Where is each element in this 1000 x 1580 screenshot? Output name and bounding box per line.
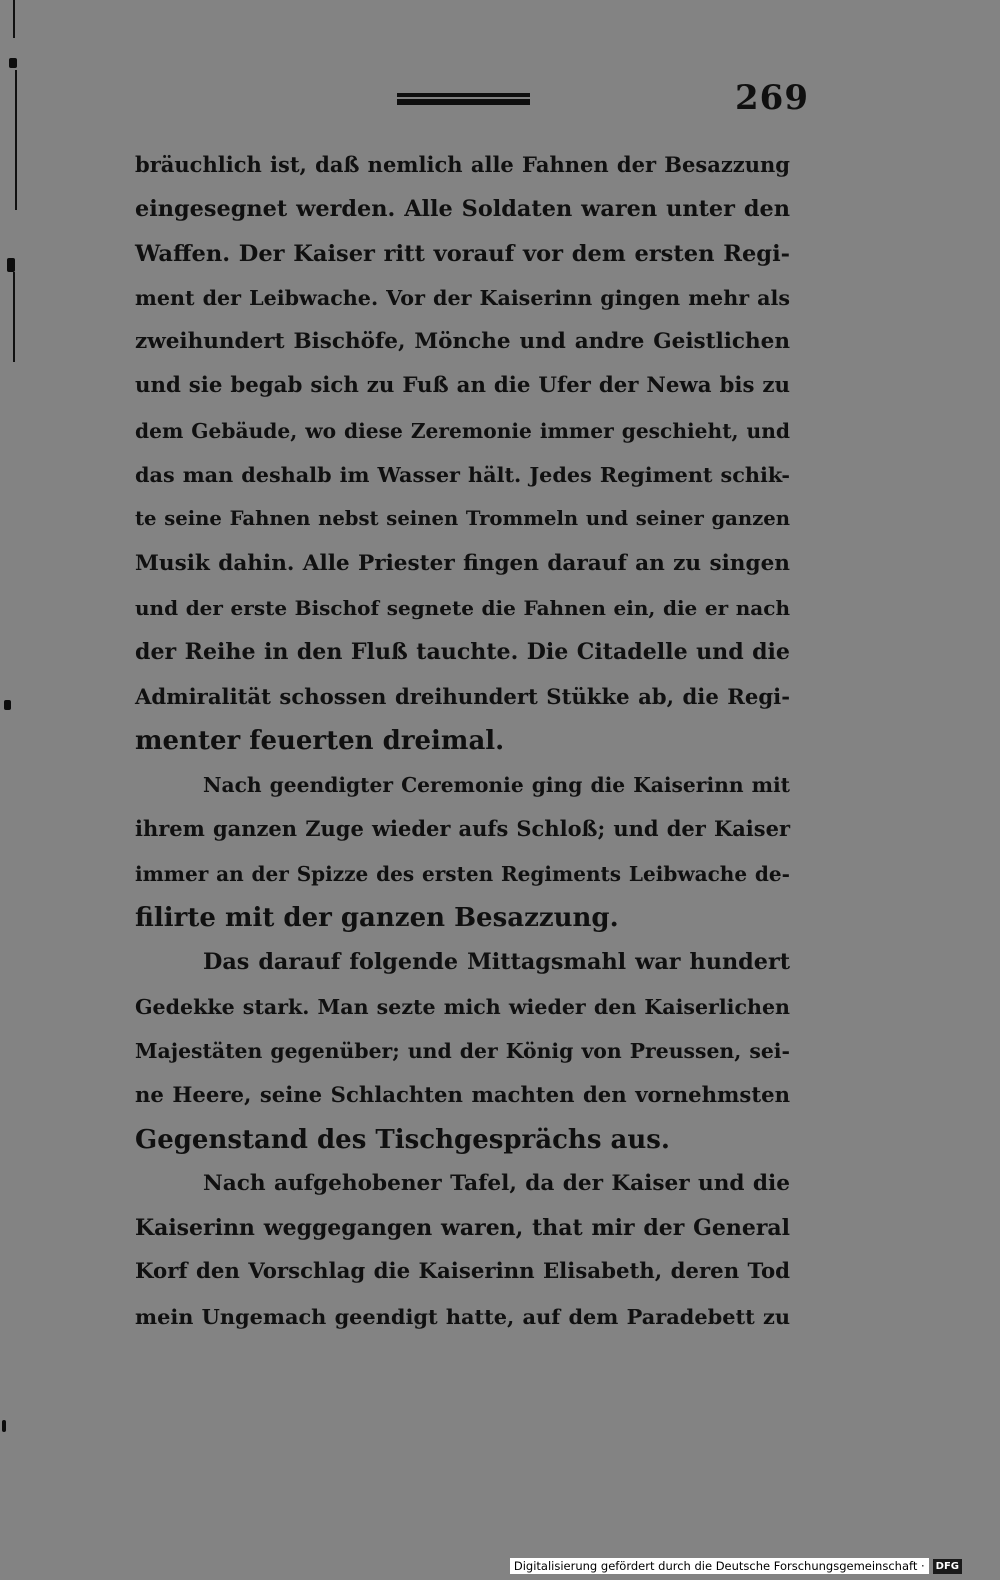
text-line: das man deshalb im Wasser hält. Jedes Regiment schik- bbox=[135, 463, 790, 488]
text-line: eingesegnet werden. Alle Soldaten waren unter den bbox=[135, 196, 790, 223]
text-line: te seine Fahnen nebst seinen Trommeln und seiner ganzen bbox=[135, 507, 790, 531]
text-line: dem Gebäude, wo diese Zeremonie immer geschieht, und bbox=[135, 418, 790, 443]
text-line: ihrem ganzen Zuge wieder aufs Schloß; und der Kaiser bbox=[135, 816, 790, 842]
dfg-logo-icon: DFG bbox=[933, 1559, 962, 1574]
text-line: Das darauf folgende Mittagsmahl war hundert bbox=[203, 949, 790, 976]
text-line: Nach geendigter Ceremonie ging die Kaiserinn mit bbox=[203, 773, 790, 798]
text-line: Gegenstand des Tischgesprächs aus. bbox=[135, 1124, 670, 1155]
text-line: der Reihe in den Fluß tauchte. Die Citadelle und die bbox=[135, 639, 790, 666]
paragraph bbox=[135, 763, 790, 940]
scan-edge-mark bbox=[7, 258, 15, 272]
scan-edge-line bbox=[13, 0, 15, 38]
text-line: Gedekke stark. Man sezte mich wieder den Kaiserlichen bbox=[135, 994, 790, 1019]
paragraph bbox=[135, 940, 790, 1161]
text-line: Majestäten gegenüber; und der König von Preussen, sei- bbox=[135, 1038, 790, 1063]
text-line: Kaiserinn weggegangen waren, that mir der General bbox=[135, 1215, 790, 1242]
text-line: immer an der Spizze des ersten Regiments Leibwache de- bbox=[135, 861, 790, 886]
text-line: Nach aufgehobener Tafel, da der Kaiser und die bbox=[203, 1170, 790, 1196]
text-line: bräuchlich ist, daß nemlich alle Fahnen der Besazzung bbox=[135, 152, 790, 177]
scan-edge-line bbox=[13, 272, 15, 362]
text-line: filirte mit der ganzen Besazzung. bbox=[135, 903, 619, 934]
header-rule bbox=[397, 93, 530, 107]
text-line: und sie begab sich zu Fuß an die Ufer der Newa bis zu bbox=[135, 373, 790, 399]
scan-edge-line bbox=[15, 70, 17, 210]
scan-edge-mark bbox=[2, 1420, 6, 1432]
body-text bbox=[135, 143, 790, 1339]
text-line: menter feuerten dreimal. bbox=[135, 725, 505, 756]
page-number: 269 bbox=[735, 78, 809, 118]
text-line: ne Heere, seine Schlachten machten den vornehmsten bbox=[135, 1082, 790, 1108]
paragraph bbox=[135, 143, 790, 763]
paragraph bbox=[135, 1162, 790, 1339]
text-line: mein Ungemach geendigt hatte, auf dem Paradebett zu bbox=[135, 1303, 790, 1329]
text-line: zweihundert Bischöfe, Mönche und andre Geistlichen bbox=[135, 329, 790, 355]
scan-edge-mark bbox=[9, 58, 17, 68]
text-line: ment der Leibwache. Vor der Kaiserinn gingen mehr als bbox=[135, 285, 790, 310]
text-line: Korf den Vorschlag die Kaiserinn Elisabeth, deren Tod bbox=[135, 1259, 790, 1285]
footer-credit: Digitalisierung gefördert durch die Deutsche Forschungsgemeinschaft · bbox=[510, 1558, 929, 1574]
text-line: Admiralität schossen dreihundert Stükke ab, die Regi- bbox=[135, 683, 790, 709]
text-line: Musik dahin. Alle Priester fingen darauf an zu singen bbox=[135, 550, 790, 576]
text-line: Waffen. Der Kaiser ritt vorauf vor dem ersten Regi- bbox=[135, 240, 790, 267]
text-line: und der erste Bischof segnete die Fahnen ein, die er nach bbox=[135, 595, 790, 620]
footer bbox=[510, 1558, 962, 1574]
scan-edge-mark bbox=[4, 700, 11, 710]
